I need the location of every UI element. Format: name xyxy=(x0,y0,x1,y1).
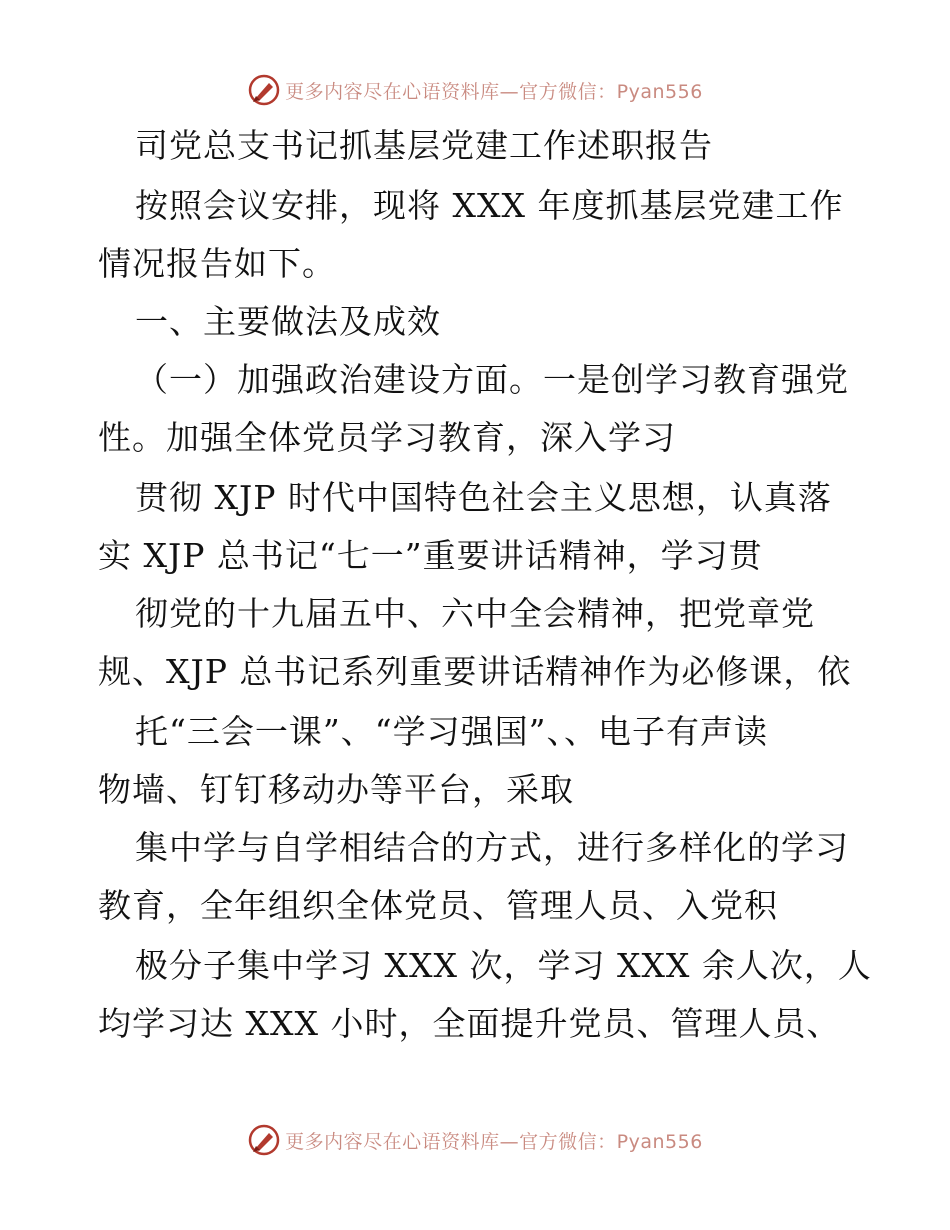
paragraph-line: 教育，全年组织全体党员、管理人员、入党积 xyxy=(98,886,778,925)
paragraph-line: 按照会议安排，现将 XXX 年度抓基层党建工作 xyxy=(135,186,844,225)
paragraph-line: 集中学与自学相结合的方式，进行多样化的学习 xyxy=(135,828,849,867)
watermark-text: 更多内容尽在心语资料库—官方微信：Pyan556 xyxy=(285,80,703,103)
paragraph-line: 贯彻 XJP 时代中国特色社会主义思想，认真落 xyxy=(135,478,832,517)
paragraph-line: 彻党的十九届五中、六中全会精神，把党章党 xyxy=(135,594,815,633)
paragraph-line: 实 XJP 总书记“七一”重要讲话精神，学习贯 xyxy=(98,536,763,575)
paragraph-line: 性。加强全体党员学习教育，深入学习 xyxy=(98,418,676,457)
paragraph-line: 规、XJP 总书记系列重要讲话精神作为必修课，依 xyxy=(98,652,852,691)
document-title: 司党总支书记抓基层党建工作述职报告 xyxy=(135,126,713,165)
paragraph-line: 托“三会一课”、“学习强国”、、电子有声读 xyxy=(135,712,768,751)
pen-nib-logo-icon xyxy=(247,73,281,107)
paragraph-line: 物墙、钉钉移动办等平台，采取 xyxy=(98,770,574,809)
pen-nib-logo-icon xyxy=(247,1123,281,1157)
paragraph-line: 极分子集中学习 XXX 次，学习 XXX 余人次，人 xyxy=(135,946,872,985)
paragraph-line: 均学习达 XXX 小时，全面提升党员、管理人员、 xyxy=(98,1004,841,1043)
paragraph-line: （一）加强政治建设方面。一是创学习教育强党 xyxy=(135,360,849,399)
watermark-text: 更多内容尽在心语资料库—官方微信：Pyan556 xyxy=(285,1130,703,1153)
header-watermark xyxy=(0,70,950,110)
section-heading: 一、主要做法及成效 xyxy=(135,302,441,341)
footer-watermark xyxy=(0,1120,950,1160)
paragraph-line: 情况报告如下。 xyxy=(98,244,336,283)
